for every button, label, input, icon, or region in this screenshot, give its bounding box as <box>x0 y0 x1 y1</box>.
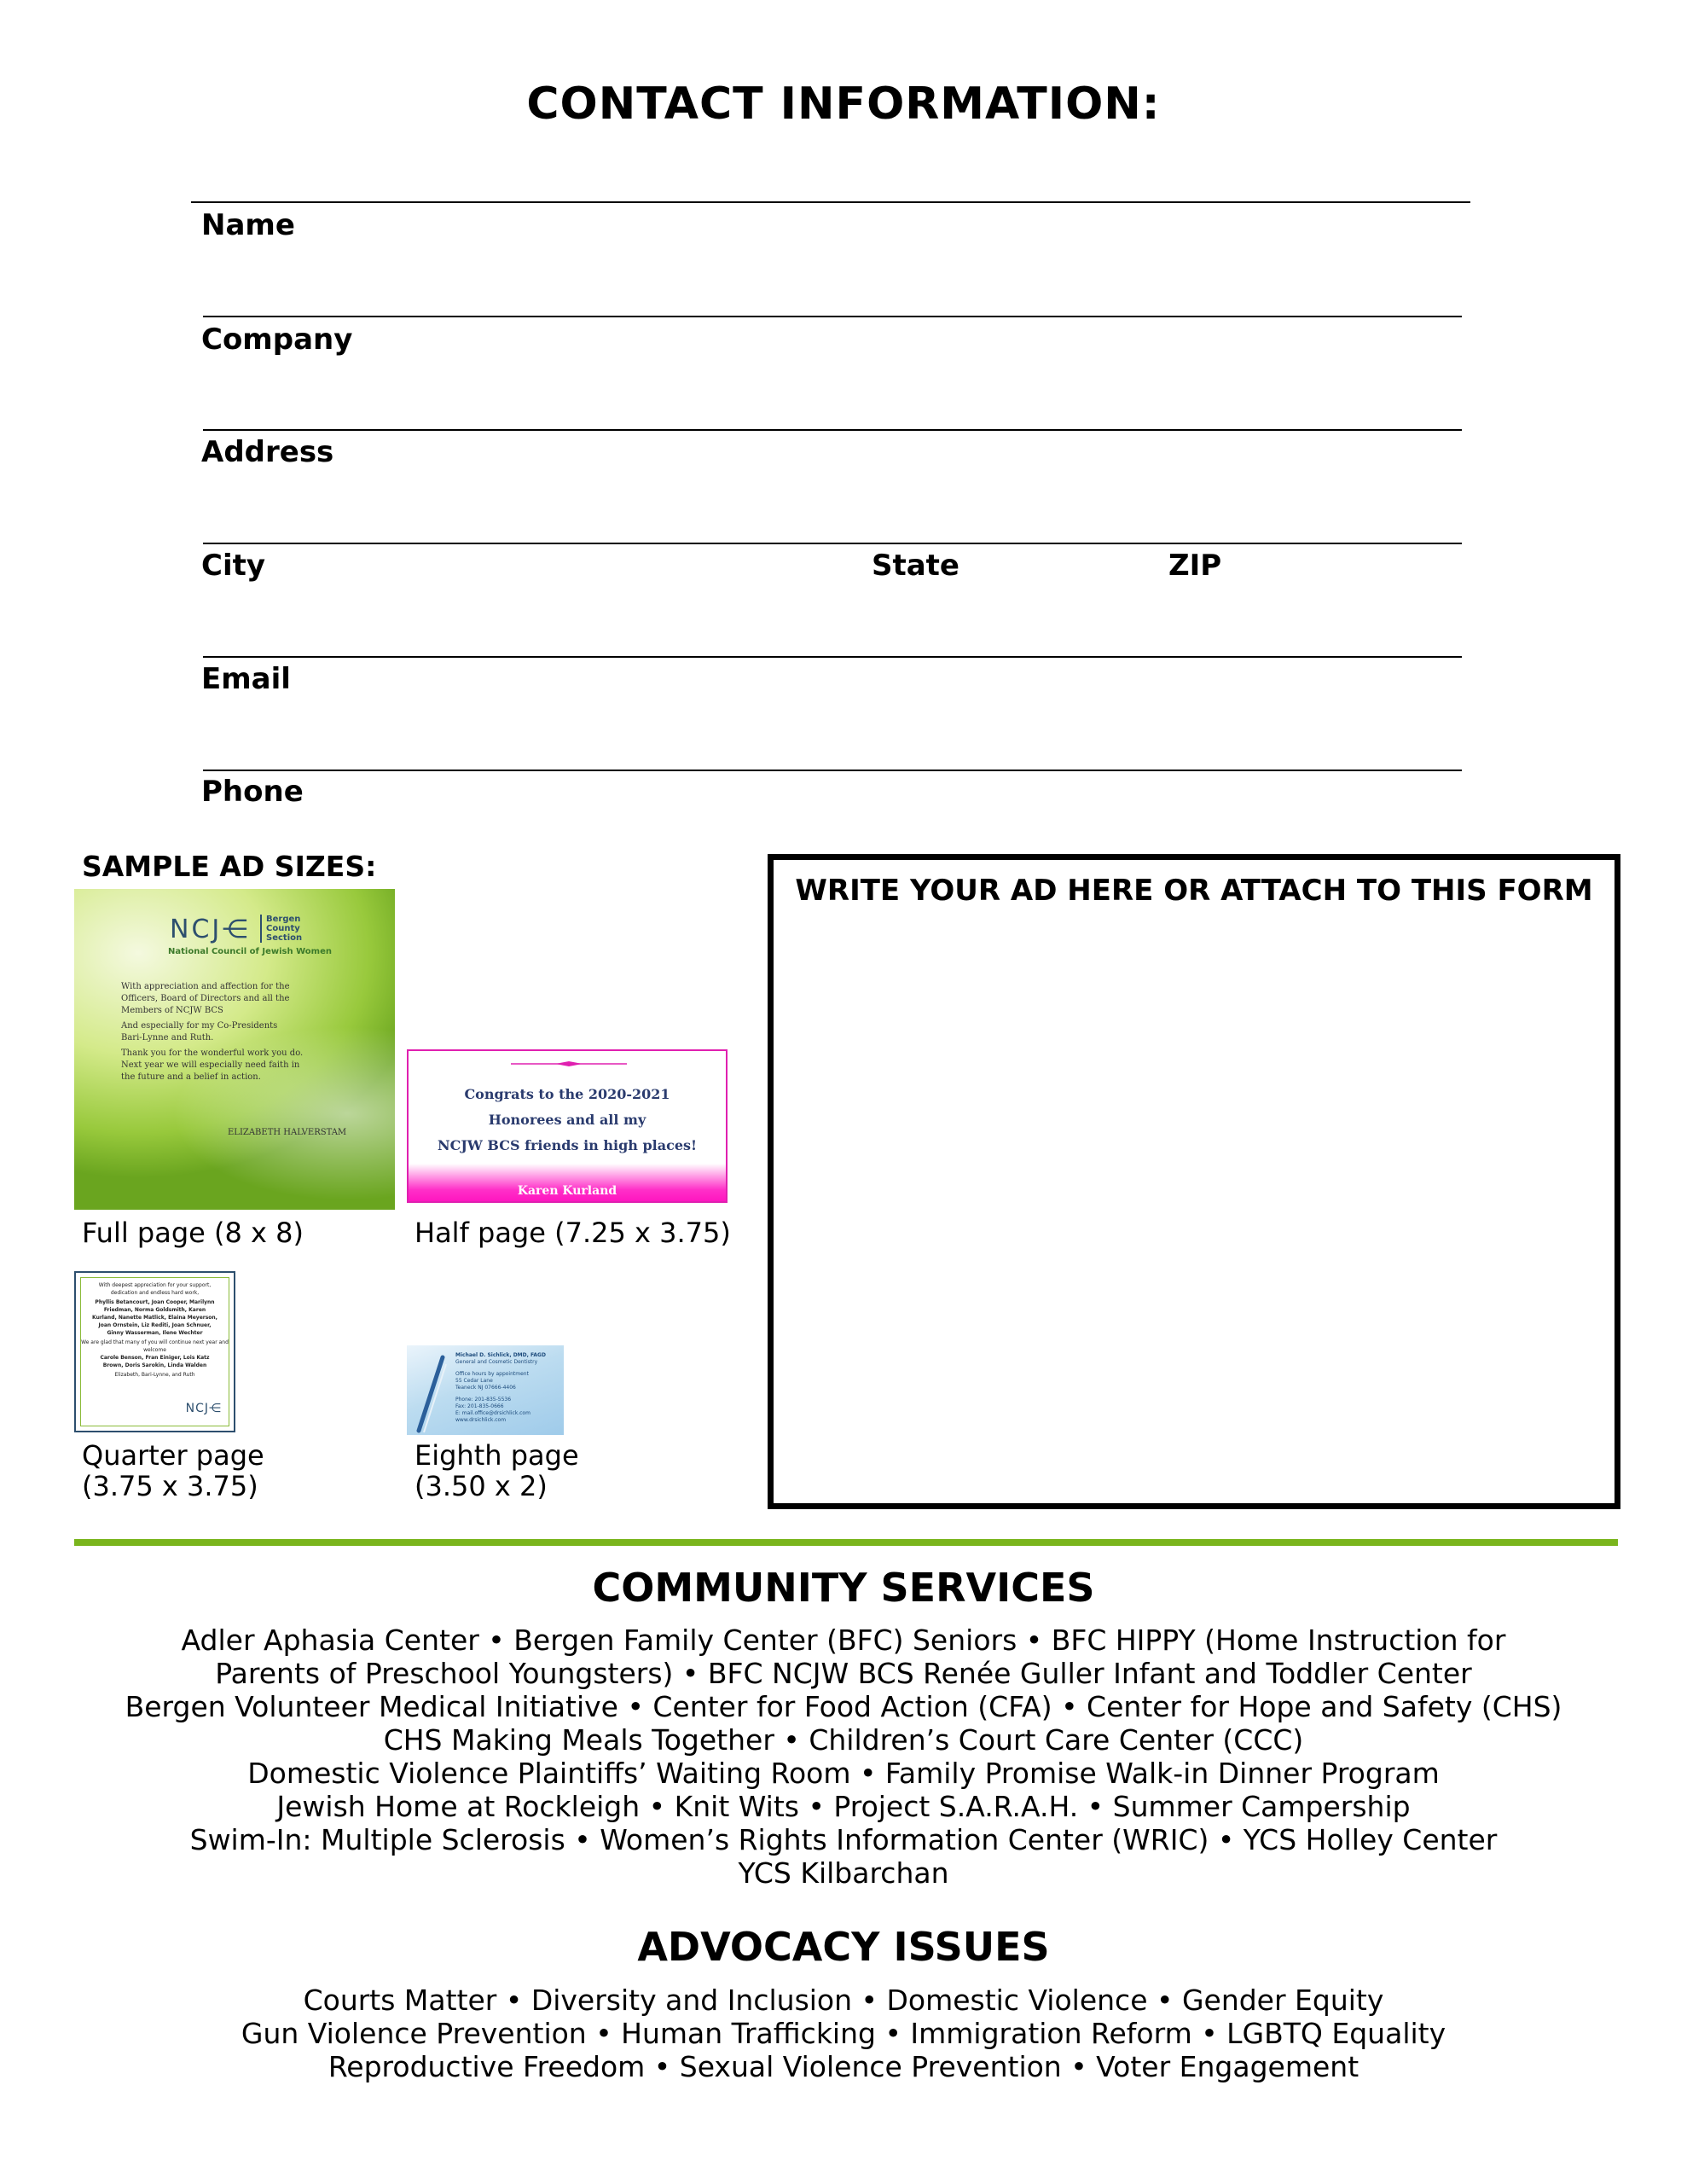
community-services-list <box>0 1623 1687 1890</box>
full-page-ad-signature: ELIZABETH HALVERSTAM <box>228 1128 347 1137</box>
phone-line[interactable] <box>203 770 1462 771</box>
community-services-line: Domestic Violence Plaintiffs’ Waiting Room • Family Promise Walk-in Dinner Program <box>247 1757 1440 1790</box>
full-page-sample-ad <box>74 889 395 1210</box>
half-page-caption: Half page (7.25 x 3.75) <box>415 1217 731 1249</box>
advocacy-issues-list <box>0 1984 1687 2083</box>
half-page-sample-ad <box>407 1049 728 1203</box>
community-services-heading: COMMUNITY SERVICES <box>592 1565 1095 1611</box>
ncjw-logo: NCJ⋲ <box>170 915 251 944</box>
community-services-line: CHS Making Meals Together • Children’s Court Care Center (CCC) <box>383 1723 1304 1757</box>
community-services-line: Parents of Preschool Youngsters) • BFC NCJW BCS Renée Guller Infant and Toddler Center <box>215 1657 1472 1690</box>
advocacy-issues-heading: ADVOCACY ISSUES <box>637 1924 1050 1970</box>
section-divider <box>74 1539 1618 1546</box>
half-page-ad-band <box>409 1164 726 1201</box>
community-services-line: Bergen Volunteer Medical Initiative • Center for Food Action (CFA) • Center for Hope and Safety (CHS) <box>125 1690 1562 1723</box>
address-label: Address <box>201 435 334 469</box>
phone-label: Phone <box>201 775 304 809</box>
full-page-caption: Full page (8 x 8) <box>82 1217 304 1249</box>
name-line[interactable] <box>191 201 1470 203</box>
advocacy-issues-line: Courts Matter • Diversity and Inclusion • Domestic Violence • Gender Equity <box>303 1984 1384 2017</box>
city-label: City <box>201 549 266 583</box>
community-services-line: Swim-In: Multiple Sclerosis • Women’s Rights Information Center (WRIC) • YCS Holley Center <box>189 1823 1498 1856</box>
email-label: Email <box>201 662 291 696</box>
state-label: State <box>872 549 959 583</box>
quarter-page-sample-ad <box>74 1271 235 1432</box>
advocacy-issues-line: Reproductive Freedom • Sexual Violence Prevention • Voter Engagement <box>328 2050 1359 2083</box>
eighth-page-sample-ad <box>407 1345 564 1435</box>
eighth-page-caption: Eighth page (3.50 x 2) <box>415 1439 579 1502</box>
community-services-line: Jewish Home at Rockleigh • Knit Wits • Project S.A.R.A.H. • Summer Campership <box>276 1790 1411 1823</box>
ncjw-logo-section: Bergen County Section <box>260 915 302 943</box>
email-line[interactable] <box>203 656 1462 658</box>
name-label: Name <box>201 208 295 242</box>
quarter-page-ad-logo: NCJ⋲ <box>185 1402 222 1415</box>
page-title: CONTACT INFORMATION: <box>526 78 1161 130</box>
community-services-line: YCS Kilbarchan <box>738 1856 949 1890</box>
dental-tool-icon <box>414 1352 448 1433</box>
quarter-page-ad-text: With deepest appreciation for your support, dedication and endless hard work, Phyllis Betancourt, Joan Cooper, Marilynn Friedman, Norma Goldsmith, Karen Kurland, Nanette Matlick, Elaina Meyerson, Joan Ornstein, Liz Rediti, Joan Schnuer, Ginny Wasserman, Ilene Wechter We are glad that many of you will continue next year and welcome Carole Benson, Fran Einiger, Lois Katz Brown, Doris Sarokin, Linda Walden Elizabeth, Bari-Lynne, and Ruth <box>81 1282 229 1378</box>
advocacy-issues-line: Gun Violence Prevention • Human Trafficking • Immigration Reform • LGBTQ Equality <box>241 2017 1446 2050</box>
ornament-icon <box>511 1061 627 1066</box>
half-page-ad-message: Congrats to the 2020-2021 Honorees and all my NCJW BCS friends in high places! <box>437 1086 698 1153</box>
eighth-page-ad-text: Michael D. Sichlick, DMD, FAGD General and Cosmetic Dentistry Office hours by appointment 55 Cedar Lane Teaneck NJ 07666-4406 Phone: 201-835-5536 Fax: 201-835-0666 E: mail.office@drsichlick.com www.drsichlick.com <box>455 1352 546 1423</box>
half-page-ad-signature: Karen Kurland <box>517 1184 617 1198</box>
full-page-ad-body: With appreciation and affection for the Officers, Board of Directors and all the Members of NCJW BCS And especially for my Co-Presidents Bari-Lynne and Ruth. Thank you for the wonderful work you do. Next year we will especially need faith in the future and a belief in action. <box>121 982 304 1082</box>
city-state-zip-line[interactable] <box>203 543 1462 544</box>
ncjw-logo-subtitle: National Council of Jewish Women <box>168 947 332 956</box>
company-label: Company <box>201 322 353 357</box>
ad-writing-box[interactable] <box>768 854 1620 1509</box>
zip-label: ZIP <box>1168 549 1222 583</box>
community-services-line: Adler Aphasia Center • Bergen Family Center (BFC) Seniors • BFC HIPPY (Home Instruction for <box>181 1623 1506 1657</box>
quarter-page-caption: Quarter page (3.75 x 3.75) <box>82 1439 264 1502</box>
sample-ad-sizes-heading: SAMPLE AD SIZES: <box>82 850 377 883</box>
ad-box-title: WRITE YOUR AD HERE OR ATTACH TO THIS FORM <box>795 874 1593 908</box>
company-line[interactable] <box>203 316 1462 317</box>
address-line[interactable] <box>203 429 1462 431</box>
